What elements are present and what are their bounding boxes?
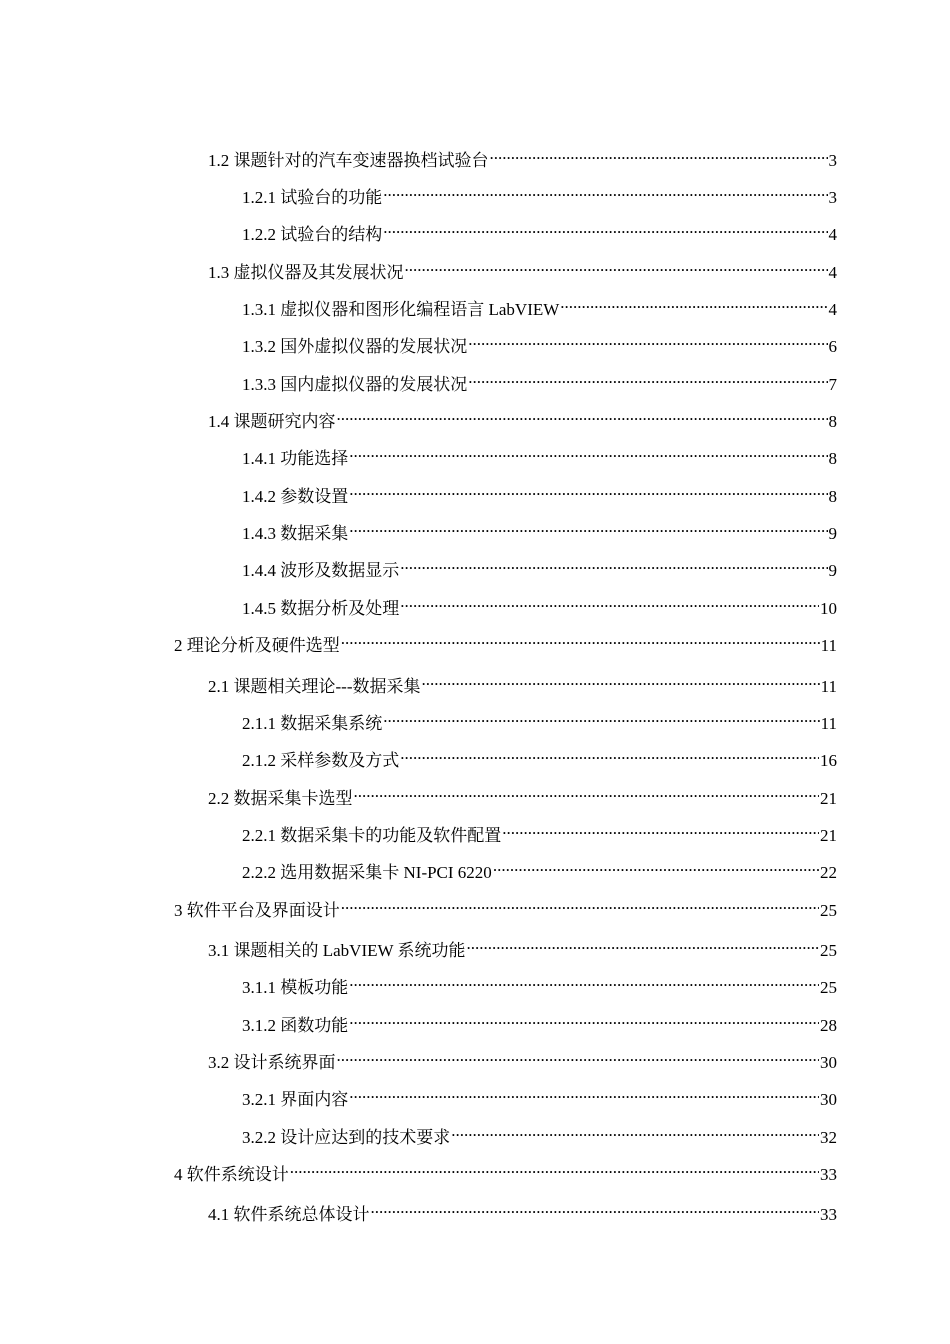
toc-entry-page-number: 22 [820, 863, 837, 882]
toc-entry[interactable] [242, 515, 837, 543]
toc-entry-page-number: 33 [820, 1165, 837, 1184]
toc-entry-page-number: 32 [820, 1128, 837, 1147]
toc-dot-leader [490, 142, 828, 166]
toc-entry-title: 1.4.5 数据分析及处理 [242, 599, 400, 618]
toc-entry[interactable] [242, 552, 837, 580]
toc-entry-title: 2 理论分析及硬件选型 [174, 636, 340, 655]
toc-entry-page-number: 21 [820, 826, 837, 845]
toc-entry[interactable] [242, 705, 837, 733]
toc-entry[interactable] [242, 216, 837, 244]
toc-entry-page-number: 25 [820, 978, 837, 997]
toc-entry-title: 1.3.2 国外虚拟仪器的发展状况 [242, 337, 468, 356]
toc-entry-title: 3.1 课题相关的 LabVIEW 系统功能 [208, 941, 466, 960]
toc-entry[interactable] [174, 1156, 837, 1184]
toc-dot-leader [371, 1196, 820, 1220]
toc-entry[interactable] [242, 179, 837, 207]
toc-entry[interactable] [242, 1119, 837, 1147]
toc-entry-page-number: 11 [820, 636, 837, 655]
toc-entry-page-number: 10 [820, 599, 837, 618]
toc-entry-title: 3.1.1 模板功能 [242, 978, 349, 997]
toc-entry[interactable] [242, 590, 837, 618]
toc-entry-page-number: 11 [820, 714, 837, 733]
toc-entry-title: 4 软件系统设计 [174, 1165, 289, 1184]
toc-dot-leader [451, 1119, 819, 1143]
toc-entry[interactable] [208, 668, 837, 696]
toc-entry-page-number: 4 [828, 300, 837, 319]
toc-entry-page-number: 9 [828, 561, 837, 580]
toc-entry-page-number: 8 [828, 487, 837, 506]
toc-dot-leader [349, 969, 819, 993]
toc-entry[interactable] [242, 478, 837, 506]
toc-dot-leader [421, 668, 819, 692]
toc-entry-page-number: 16 [820, 751, 837, 770]
toc-entry[interactable] [242, 291, 837, 319]
toc-dot-leader [341, 627, 820, 651]
toc-entry-page-number: 25 [820, 901, 837, 920]
toc-entry-title: 2.1.1 数据采集系统 [242, 714, 383, 733]
toc-dot-leader [349, 478, 827, 502]
toc-entry[interactable] [208, 1196, 837, 1224]
toc-dot-leader [354, 780, 820, 804]
toc-entry[interactable] [208, 1044, 837, 1072]
toc-entry-page-number: 3 [828, 151, 837, 170]
toc-entry-title: 1.3.3 国内虚拟仪器的发展状况 [242, 375, 468, 394]
toc-entry-title: 1.4 课题研究内容 [208, 412, 336, 431]
toc-dot-leader [467, 932, 820, 956]
toc-entry-title: 1.4.1 功能选择 [242, 449, 349, 468]
toc-entry-page-number: 4 [828, 225, 837, 244]
toc-dot-leader [560, 291, 827, 315]
toc-entry[interactable] [242, 817, 837, 845]
toc-entry[interactable] [242, 440, 837, 468]
toc-entry-title: 2.1.2 采样参数及方式 [242, 751, 400, 770]
toc-entry-title: 3.2.1 界面内容 [242, 1090, 349, 1109]
toc-dot-leader [290, 1156, 819, 1180]
toc-dot-leader [400, 590, 819, 614]
toc-entry[interactable] [242, 969, 837, 997]
toc-entry-title: 1.4.4 波形及数据显示 [242, 561, 400, 580]
toc-dot-leader [468, 366, 827, 390]
toc-dot-leader [405, 254, 828, 278]
toc-entry[interactable] [208, 932, 837, 960]
toc-entry-title: 3.2.2 设计应达到的技术要求 [242, 1128, 451, 1147]
toc-entry-page-number: 8 [828, 449, 837, 468]
toc-entry-page-number: 28 [820, 1016, 837, 1035]
toc-entry[interactable] [242, 1081, 837, 1109]
toc-entry-title: 2.2 数据采集卡选型 [208, 789, 353, 808]
toc-entry-page-number: 25 [820, 941, 837, 960]
toc-entry-page-number: 11 [820, 677, 837, 696]
toc-entry[interactable] [242, 366, 837, 394]
toc-entry-page-number: 7 [828, 375, 837, 394]
toc-entry-page-number: 3 [828, 188, 837, 207]
toc-entry-title: 3.1.2 函数功能 [242, 1016, 349, 1035]
toc-entry-page-number: 30 [820, 1053, 837, 1072]
toc-entry[interactable] [242, 742, 837, 770]
toc-entry[interactable] [242, 854, 837, 882]
toc-dot-leader [400, 742, 819, 766]
toc-entry-page-number: 8 [828, 412, 837, 431]
toc-dot-leader [349, 1081, 819, 1105]
toc-dot-leader [337, 1044, 820, 1068]
toc-dot-leader [400, 552, 827, 576]
toc-dot-leader [383, 216, 827, 240]
toc-dot-leader [383, 705, 819, 729]
toc-dot-leader [341, 892, 819, 916]
toc-entry-title: 3 软件平台及界面设计 [174, 901, 340, 920]
toc-entry-title: 1.4.2 参数设置 [242, 487, 349, 506]
toc-entry[interactable] [174, 627, 837, 655]
toc-dot-leader [349, 515, 827, 539]
toc-entry-page-number: 30 [820, 1090, 837, 1109]
toc-entry[interactable] [208, 254, 837, 282]
toc-entry-page-number: 9 [828, 524, 837, 543]
toc-entry-title: 1.3.1 虚拟仪器和图形化编程语言 LabVIEW [242, 300, 560, 319]
toc-entry-title: 1.4.3 数据采集 [242, 524, 349, 543]
toc-dot-leader [383, 179, 827, 203]
toc-dot-leader [349, 1007, 819, 1031]
toc-dot-leader [349, 440, 827, 464]
toc-dot-leader [502, 817, 819, 841]
toc-entry-title: 3.2 设计系统界面 [208, 1053, 336, 1072]
toc-entry-page-number: 21 [820, 789, 837, 808]
toc-entry-title: 2.1 课题相关理论---数据采集 [208, 677, 421, 696]
toc-entry-title: 4.1 软件系统总体设计 [208, 1205, 370, 1224]
toc-entry-page-number: 33 [820, 1205, 837, 1224]
toc-entry-title: 1.2.2 试验台的结构 [242, 225, 383, 244]
toc-entry-title: 1.2 课题针对的汽车变速器换档试验台 [208, 151, 489, 170]
toc-entry-page-number: 6 [828, 337, 837, 356]
toc-entry[interactable] [174, 892, 837, 920]
toc-entry-title: 1.3 虚拟仪器及其发展状况 [208, 263, 404, 282]
toc-entry-title: 1.2.1 试验台的功能 [242, 188, 383, 207]
toc-entry[interactable] [208, 142, 837, 170]
toc-dot-leader [493, 854, 819, 878]
toc-entry[interactable] [242, 328, 837, 356]
toc-entry-title: 2.2.1 数据采集卡的功能及软件配置 [242, 826, 502, 845]
toc-entry[interactable] [242, 1007, 837, 1035]
toc-entry-page-number: 4 [828, 263, 837, 282]
toc-entry-title: 2.2.2 选用数据采集卡 NI-PCI 6220 [242, 863, 492, 882]
toc-entry[interactable] [208, 403, 837, 431]
toc-dot-leader [337, 403, 828, 427]
toc-entry[interactable] [208, 780, 837, 808]
toc-dot-leader [468, 328, 827, 352]
